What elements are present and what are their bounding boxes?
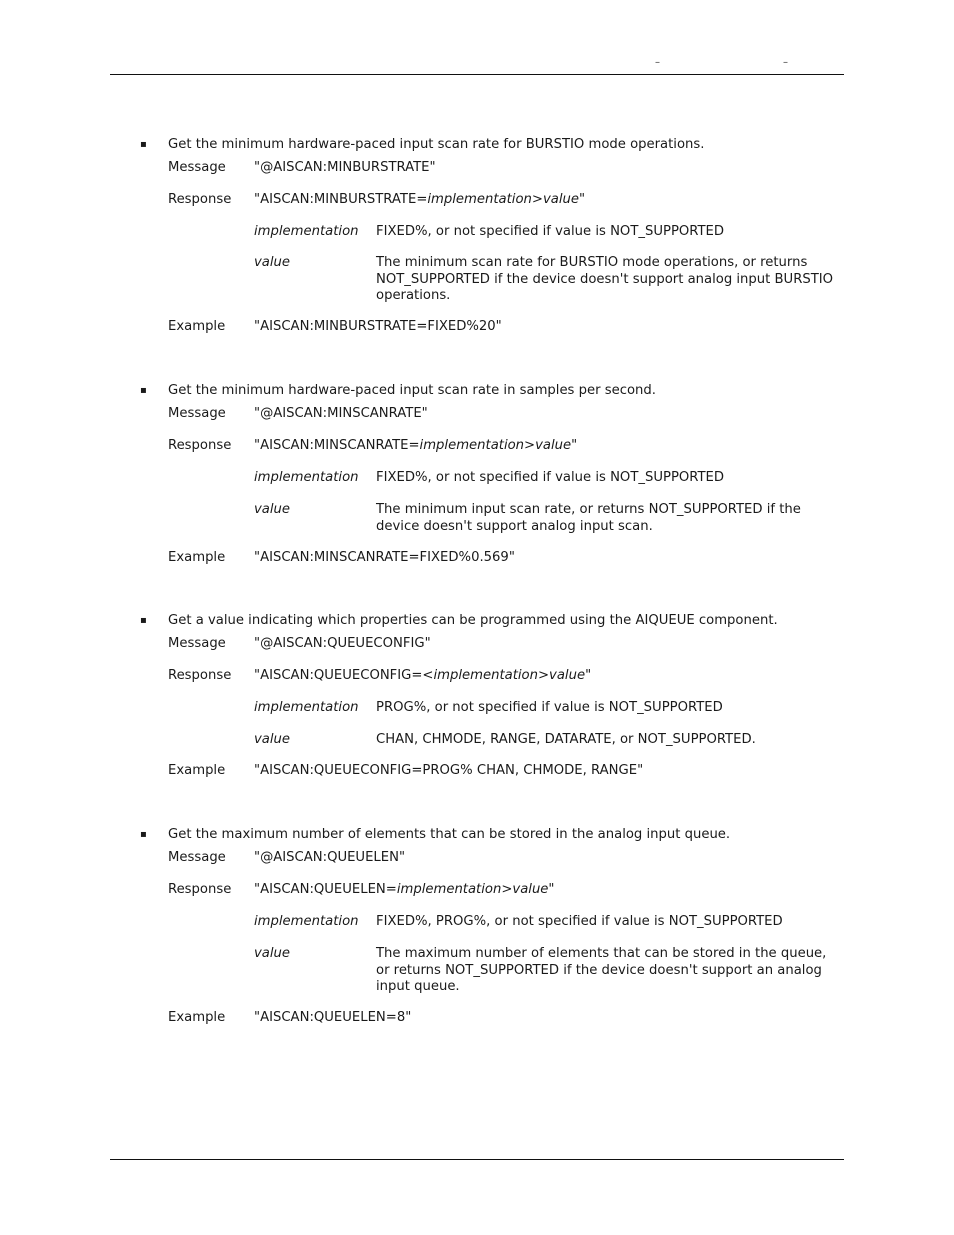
- param-name: implementation: [254, 700, 359, 715]
- param-name: implementation: [254, 914, 359, 929]
- param-description: FIXED%, or not specified if value is NOT_SUPPORTED: [376, 470, 725, 485]
- response-label: Response: [168, 882, 232, 897]
- param-name: value: [254, 502, 291, 517]
- bullet-icon: ▪: [140, 615, 147, 626]
- message-value: "@AISCAN:MINSCANRATE": [254, 406, 428, 421]
- message-value: "@AISCAN:MINBURSTRATE": [254, 160, 436, 175]
- param-description: FIXED%, or not specified if value is NOT_SUPPORTED: [376, 224, 725, 239]
- section-description: Get the maximum number of elements that can be stored in the analog input queue.: [168, 827, 731, 842]
- response-value: "AISCAN:QUEUELEN=implementation>value": [254, 882, 555, 897]
- response-label: Response: [168, 192, 232, 207]
- bullet-icon: ▪: [140, 829, 147, 840]
- footer-rule: [110, 1159, 844, 1160]
- header-mark-right: –: [783, 57, 788, 68]
- message-value: "@AISCAN:QUEUELEN": [254, 850, 406, 865]
- message-label: Message: [168, 850, 226, 865]
- bullet-icon: ▪: [140, 385, 147, 396]
- message-value: "@AISCAN:QUEUECONFIG": [254, 636, 431, 651]
- header-rule: [110, 74, 844, 75]
- message-label: Message: [168, 406, 226, 421]
- example-value: "AISCAN:MINSCANRATE=FIXED%0.569": [254, 550, 515, 565]
- example-label: Example: [168, 550, 226, 565]
- param-name: value: [254, 255, 291, 270]
- example-label: Example: [168, 1010, 226, 1025]
- param-name: implementation: [254, 470, 359, 485]
- param-description: PROG%, or not specified if value is NOT_SUPPORTED: [376, 700, 723, 715]
- param-description: The minimum scan rate for BURSTIO mode operations, or returns NOT_SUPPORTED if the device doesn't support analog input BURSTIO operations.: [376, 255, 834, 303]
- message-label: Message: [168, 636, 226, 651]
- param-name: value: [254, 732, 291, 747]
- example-value: "AISCAN:MINBURSTRATE=FIXED%20": [254, 319, 502, 334]
- param-description: CHAN, CHMODE, RANGE, DATARATE, or NOT_SUPPORTED.: [376, 732, 756, 747]
- section-description: Get the minimum hardware-paced input scan rate for BURSTIO mode operations.: [168, 137, 705, 152]
- param-name: implementation: [254, 224, 359, 239]
- param-description: The minimum input scan rate, or returns NOT_SUPPORTED if the device doesn't support analog input scan.: [376, 502, 801, 534]
- example-value: "AISCAN:QUEUELEN=8": [254, 1010, 412, 1025]
- response-value: "AISCAN:QUEUECONFIG=<implementation>value": [254, 668, 592, 683]
- response-label: Response: [168, 438, 232, 453]
- header-mark-left: –: [655, 57, 660, 68]
- response-value: "AISCAN:MINSCANRATE=implementation>value": [254, 438, 578, 453]
- response-label: Response: [168, 668, 232, 683]
- example-label: Example: [168, 319, 226, 334]
- example-label: Example: [168, 763, 226, 778]
- bullet-icon: ▪: [140, 139, 147, 150]
- response-value: "AISCAN:MINBURSTRATE=implementation>value": [254, 192, 586, 207]
- param-description: The maximum number of elements that can be stored in the queue, or returns NOT_SUPPORTED if the device doesn't support an analog input queue.: [376, 946, 827, 994]
- param-description: FIXED%, PROG%, or not specified if value is NOT_SUPPORTED: [376, 914, 783, 929]
- example-value: "AISCAN:QUEUECONFIG=PROG% CHAN, CHMODE, RANGE": [254, 763, 644, 778]
- section-description: Get a value indicating which properties can be programmed using the AIQUEUE component.: [168, 613, 778, 628]
- section-description: Get the minimum hardware-paced input scan rate in samples per second.: [168, 383, 656, 398]
- param-name: value: [254, 946, 291, 961]
- message-label: Message: [168, 160, 226, 175]
